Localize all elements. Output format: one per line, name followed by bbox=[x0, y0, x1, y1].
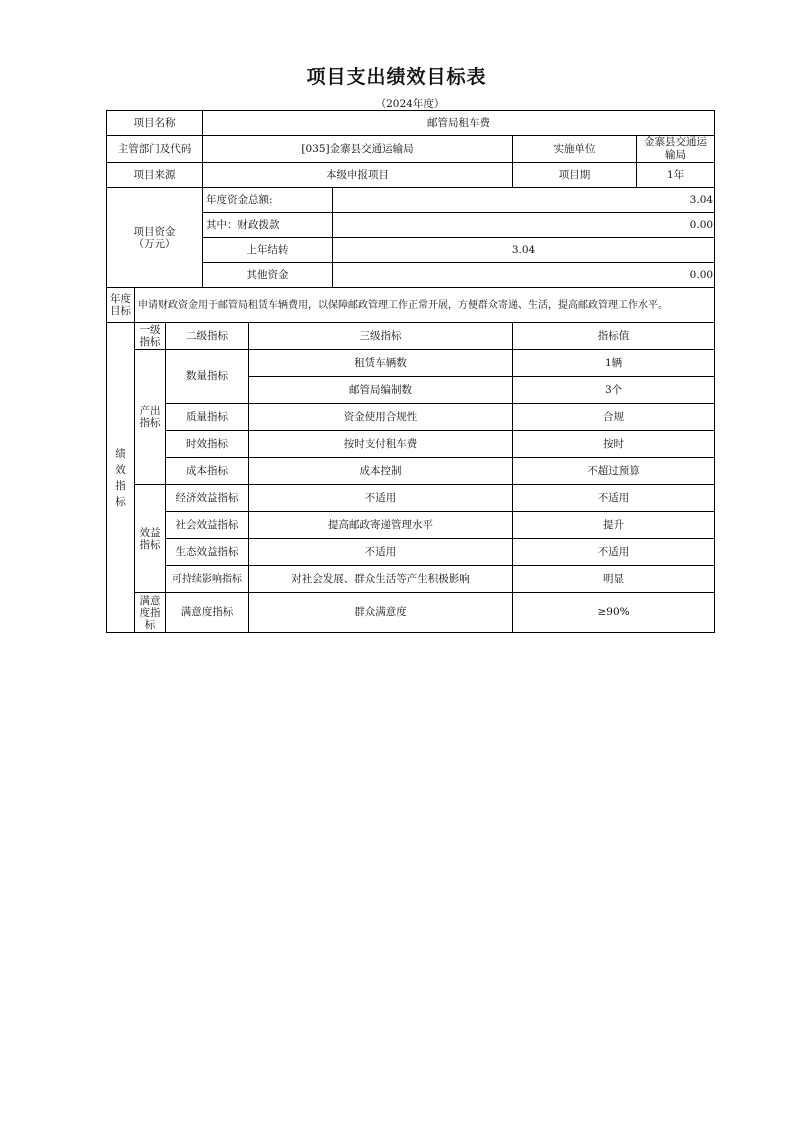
quality-indicator-value: 合规 bbox=[513, 404, 715, 431]
indicator-header-row bbox=[107, 323, 715, 350]
ecological-indicator-label: 生态效益指标 bbox=[166, 539, 249, 566]
table-row bbox=[107, 566, 715, 593]
timeliness-indicator-label: 时效指标 bbox=[166, 431, 249, 458]
economic-indicator-label: 经济效益指标 bbox=[166, 485, 249, 512]
table-row bbox=[107, 539, 715, 566]
department-value: [035]金寨县交通运输局 bbox=[203, 136, 513, 163]
page-title: 项目支出绩效目标表 bbox=[306, 66, 487, 88]
funds-other-value: 0.00 bbox=[333, 263, 715, 288]
economic-indicator-name: 不适用 bbox=[249, 485, 513, 512]
perf-char: 标 bbox=[115, 495, 126, 508]
satisfaction-indicator-label bbox=[135, 593, 166, 633]
timeliness-indicator-value: 按时 bbox=[513, 431, 715, 458]
perf-char: 效 bbox=[115, 463, 126, 476]
header-level1 bbox=[135, 323, 166, 350]
table-row bbox=[107, 404, 715, 431]
funds-carryover-label: 上年结转 bbox=[203, 238, 333, 263]
perf-char: 绩 bbox=[115, 447, 126, 460]
table-row bbox=[107, 593, 715, 633]
header-value: 指标值 bbox=[513, 323, 715, 350]
annual-goal-label-line2: 目标 bbox=[110, 305, 131, 317]
funds-fiscal-value: 0.00 bbox=[333, 213, 715, 238]
sustainable-indicator-label: 可持续影响指标 bbox=[166, 566, 249, 593]
quantity-item-value: 3个 bbox=[513, 377, 715, 404]
benefit-label-line2: 指标 bbox=[139, 538, 161, 551]
table-row bbox=[107, 350, 715, 377]
annual-goal-label bbox=[107, 288, 135, 323]
implementing-unit-label: 实施单位 bbox=[513, 136, 637, 163]
header-level1-line1: 一级 bbox=[139, 324, 161, 336]
period-label: 项目期 bbox=[513, 163, 637, 188]
header-level2: 二级指标 bbox=[166, 323, 249, 350]
satisfaction-name: 群众满意度 bbox=[249, 593, 513, 633]
funds-label-line1: 项目资金 bbox=[133, 225, 176, 238]
quantity-indicator-label: 数量指标 bbox=[166, 350, 249, 404]
cost-indicator-value: 不超过预算 bbox=[513, 458, 715, 485]
social-indicator-name: 提高邮政寄递管理水平 bbox=[249, 512, 513, 539]
quality-indicator-label: 质量指标 bbox=[166, 404, 249, 431]
header-level1-line2: 指标 bbox=[139, 336, 161, 348]
satisfaction-sub-label: 满意度指标 bbox=[166, 593, 249, 633]
table-row bbox=[107, 485, 715, 512]
source-row bbox=[107, 163, 715, 188]
output-label-line1: 产出 bbox=[139, 405, 161, 417]
ecological-indicator-value: 不适用 bbox=[513, 539, 715, 566]
header-level3: 三级指标 bbox=[249, 323, 513, 350]
ecological-indicator-name: 不适用 bbox=[249, 539, 513, 566]
satisfaction-value: ≥90% bbox=[513, 593, 715, 633]
funds-other-label: 其他资金 bbox=[203, 263, 333, 288]
department-label: 主管部门及代码 bbox=[107, 136, 203, 163]
source-value: 本级申报项目 bbox=[203, 163, 513, 188]
cost-indicator-label: 成本指标 bbox=[166, 458, 249, 485]
performance-indicator-label bbox=[107, 323, 135, 633]
annual-goal-label-line1: 年度 bbox=[110, 293, 131, 305]
satisfaction-label-line1: 满意 bbox=[139, 594, 161, 607]
output-indicator-label bbox=[135, 350, 166, 485]
quantity-item-name: 租赁车辆数 bbox=[249, 350, 513, 377]
social-indicator-label: 社会效益指标 bbox=[166, 512, 249, 539]
benefit-label-line1: 效益 bbox=[139, 526, 161, 539]
timeliness-indicator-name: 按时支付租车费 bbox=[249, 431, 513, 458]
funds-label bbox=[107, 188, 203, 288]
period-value: 1年 bbox=[637, 163, 715, 188]
quantity-item-value: 1辆 bbox=[513, 350, 715, 377]
funds-total-row bbox=[107, 188, 715, 213]
table-row bbox=[107, 431, 715, 458]
social-indicator-value: 提升 bbox=[513, 512, 715, 539]
table-row bbox=[107, 512, 715, 539]
department-row bbox=[107, 136, 715, 163]
project-name-label: 项目名称 bbox=[107, 111, 203, 136]
funds-carryover-value: 3.04 bbox=[333, 238, 715, 263]
satisfaction-label-line2: 度指 bbox=[139, 606, 161, 619]
performance-table bbox=[106, 110, 715, 633]
source-label: 项目来源 bbox=[107, 163, 203, 188]
perf-char: 指 bbox=[115, 479, 126, 492]
year-label: （2024年度） bbox=[375, 98, 445, 110]
project-name-row bbox=[107, 111, 715, 136]
sustainable-indicator-name: 对社会发展、群众生活等产生积极影响 bbox=[249, 566, 513, 593]
funds-total-label: 年度资金总额: bbox=[203, 188, 333, 213]
project-name-value: 邮管局租车费 bbox=[203, 111, 715, 136]
economic-indicator-value: 不适用 bbox=[513, 485, 715, 512]
benefit-indicator-label bbox=[135, 485, 166, 593]
sustainable-indicator-value: 明显 bbox=[513, 566, 715, 593]
output-label-line2: 指标 bbox=[139, 417, 161, 429]
table-row bbox=[107, 458, 715, 485]
quality-indicator-name: 资金使用合规性 bbox=[249, 404, 513, 431]
funds-label-line2: （万元） bbox=[133, 237, 176, 250]
cost-indicator-name: 成本控制 bbox=[249, 458, 513, 485]
funds-total-value: 3.04 bbox=[333, 188, 715, 213]
annual-goal-row bbox=[107, 288, 715, 323]
quantity-item-name: 邮管局编制数 bbox=[249, 377, 513, 404]
funds-fiscal-label: 其中：财政拨款 bbox=[203, 213, 333, 238]
satisfaction-label-line3: 标 bbox=[144, 618, 156, 631]
implementing-unit-value: 金寨县交通运输局 bbox=[637, 136, 715, 163]
annual-goal-text: 申请财政资金用于邮管局租赁车辆费用，以保障邮政管理工作正常开展，方便群众寄递、生活，提高邮政管理工作水平。 bbox=[135, 288, 715, 323]
